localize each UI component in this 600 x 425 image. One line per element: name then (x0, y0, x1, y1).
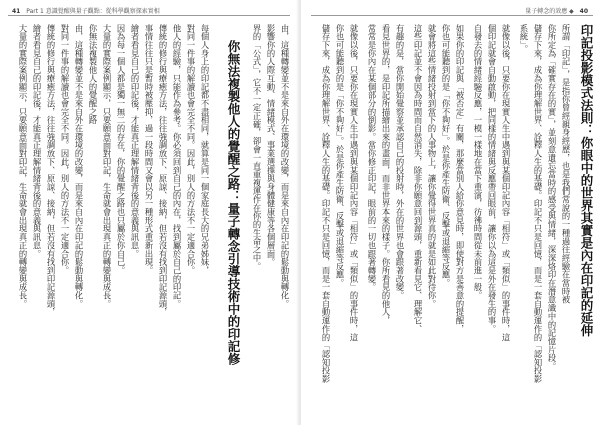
left-text-column: 對同一件事的解讀也會完全不同。因此，別人的方法不一定適合你。 (186, 24, 196, 275)
section-heading: 你無法複製他人的覺醒之路：量子轉念引導技術中的印記修 (226, 40, 241, 365)
left-text-column: 事情往往只是暫時被壓抑，過一段時間又會以另一種形式重新出現。 (144, 24, 154, 275)
left-text-column: 他人的經驗，只能作為參考。你必須回到自己的內在，找到屬於自己的印記。 (172, 24, 182, 308)
right-page (301, 0, 600, 425)
right-text-column: 儲存下來，成為你理解世界、詮釋人生的基礎。印記不只是回憶，而是一套自動運作的「認知投影 (533, 24, 543, 384)
left-text-column: 每個人身上的印記都不盡相同，就算是同一個家庭長大的兄弟姊妹， (200, 24, 210, 275)
right-head-rule (311, 15, 593, 16)
left-head-rule (8, 15, 290, 16)
right-text-column: 系統」。 (519, 24, 529, 54)
left-text-column: 界的「公式」，它不一定正確，卻會一直重複運作在你的生命之中。 (252, 24, 262, 271)
right-text-column: 個印記就會自動啟動，把同樣的情緒與反應帶回眼前，讓你以為這是外在發生的事。 (487, 24, 497, 333)
left-page (0, 0, 299, 425)
right-text-column: 就像以後，只要你在現實人生中遇到與某個印記內容「相符」或「類似」的事件時，這 (501, 24, 511, 342)
left-text-column: 繪者看見自己的印記後，才能真正理解情緒背後的意義與訊息。 (32, 24, 42, 258)
chapter-heading: 印記投影模式法則：你眼中的世界其實是內在印記的延伸 (579, 24, 594, 337)
left-text-column: 對同一件事的解讀也會完全不同。因此，別人的方法不一定適合你。 (60, 24, 70, 275)
left-text-column: 繪者看見自己的印記後，才能真正理解情緒背後的意義與訊息。 (130, 24, 140, 258)
right-text-column: 常常是你內在某個部分的倒影。當你修正印記，眼前的一切也跟著轉變。 (367, 24, 377, 292)
left-text-column: 由，這種轉變並不是來自外在環境的改變，而是來自內在印記的鬆動與轉化。 (280, 24, 290, 308)
right-text-column: 你也可能聽到的是「你不夠好」。於是你產生防衛、反擊或退縮等反應。 (441, 24, 451, 288)
right-page-number: 40 (579, 8, 588, 15)
left-text-column: 大量的實際案例顯示，只要願意面對印記，生命就會出現真正的轉變與成長。 (102, 24, 112, 308)
right-text-column: 就會將這些情緒投射到當下的人事物上，讓你覺得世界真的就是如此對待你。 (427, 24, 437, 308)
left-text-column: 大量的實際案例顯示，只要願意面對印記，生命就會出現真正的轉變與成長。 (18, 24, 28, 308)
right-text-column: 如果你的印記與「被否定」有關，那麼當別人給你意見時，即使對方是善意的提醒， (455, 24, 465, 333)
right-running-head (525, 6, 592, 15)
right-text-column: 看見世界的，是印記所描繪出來的畫面，而非世界本來的樣子。你所看見的他人， (381, 24, 391, 325)
left-text-column: 影響你的人際互動、情緒模式、事業選擇與身體健康等各個層面。 (266, 24, 276, 267)
left-text-column: 傳統的修行與療癒方法，往往強調放下、原諒、接納，但若沒有找到印記源頭， (158, 24, 168, 317)
right-running-title: 量子轉念的效應 ◆ (525, 8, 574, 15)
left-running-head (8, 6, 160, 15)
right-text-column: 有趣的是，當你開始覺察並承認自己的投射時，外在的世界也會跟著改變。 (395, 24, 405, 300)
left-page-number: 41 (12, 8, 21, 15)
right-text-column: 你也可能聽到的是「你不夠好」。於是你產生防衛、反擊或退縮等反應。 (335, 24, 345, 288)
right-text-column: 儲存下來，成為你理解世界、詮釋人生的基礎。印記不只是回憶，而是一套自動運作的「認知投影 (321, 24, 331, 384)
left-running-title: Part 1 意識覺醒與量子觀點：從科學觀察探索實相 (26, 8, 160, 15)
left-text-column: 由，這種轉變並不是來自外在環境的改變，而是來自內在印記的鬆動與轉化。 (74, 24, 84, 308)
right-text-column: 這些印記並不會因為時間而自然消失，除非你願意回到源頭，重新看見它、理解它、 (413, 24, 423, 333)
right-text-column: 就像以後，只要你在現實人生中遇到與某個印記內容「相符」或「類似」的事件時，這 (349, 24, 359, 342)
right-text-column: 所謂「印記」，是指你曾經親身經歷，也是我們常說的一種過往經驗在當時被 (561, 24, 571, 304)
left-text-column: 傳統的修行與療癒方法，往往強調放下、原諒、接納，但若沒有找到印記源頭， (46, 24, 56, 317)
left-text-column: 你無法複製他人的覺醒之路 (88, 24, 98, 125)
left-text-column: 因為每一個人都是獨一無二的存在，你的覺醒之路也只屬於你自己。 (116, 24, 126, 275)
right-text-column: 自發去的情緒經驗反應，一模一樣地在當下重演，彷彿時間從未前進一般。 (473, 24, 483, 300)
right-text-column: 你所定為「確實存在的實」，並刻意遺忘當時的感受與情緒，深深烙印在潛意識中的記憶片段。 (547, 24, 557, 371)
